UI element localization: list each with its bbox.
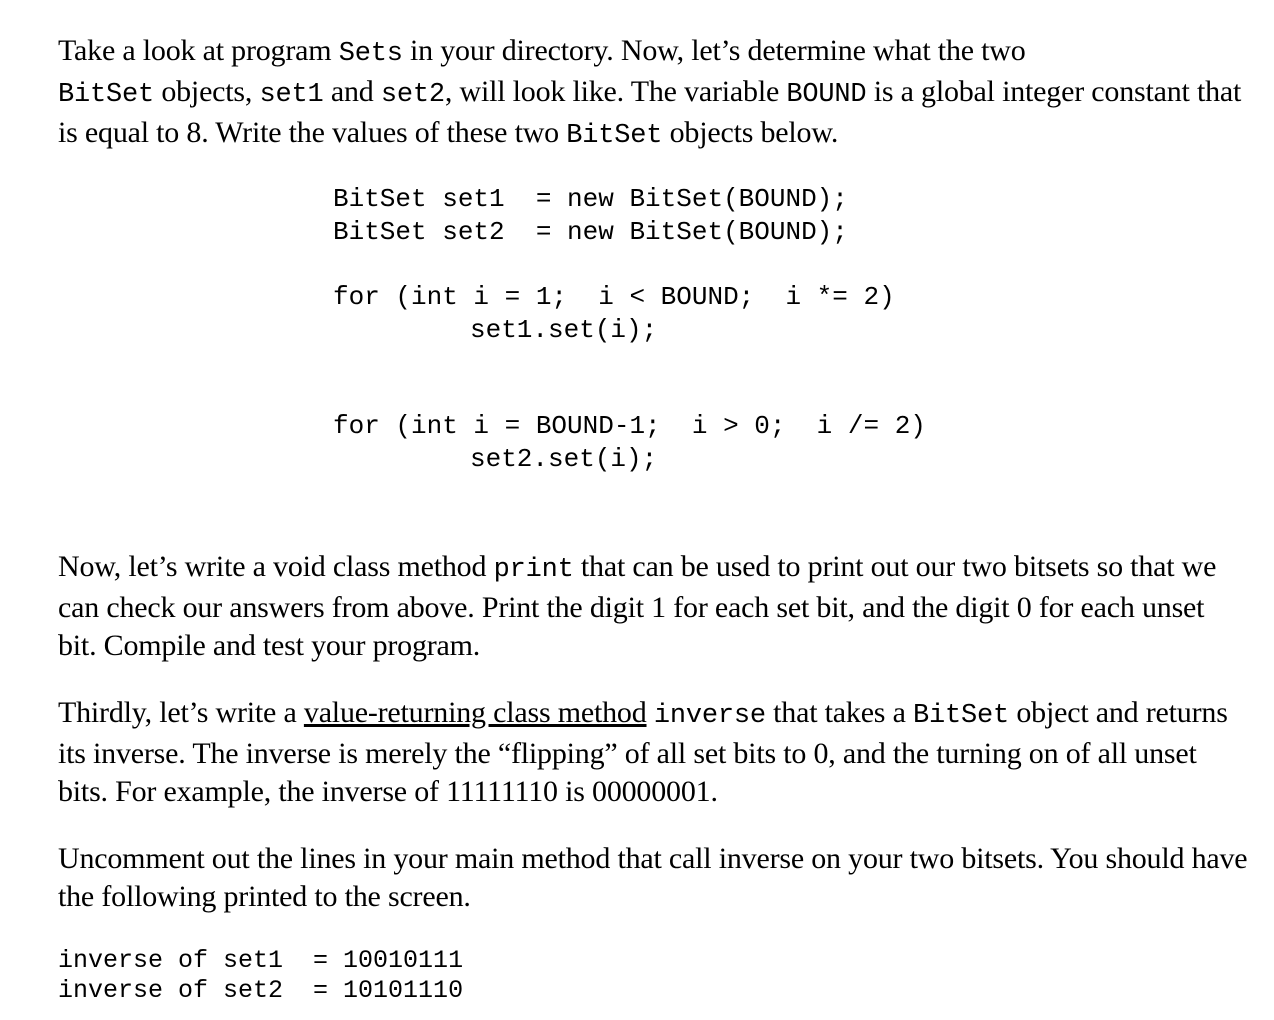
code-line: set1.set(i); xyxy=(470,315,658,345)
uncomment-text: Uncomment out the lines in your main method that call inverse on your two bitsets. You should have the following printed to the screen. xyxy=(58,842,1248,913)
intro-text: objects, xyxy=(154,75,260,108)
code-line: BitSet set1 = new BitSet(BOUND); xyxy=(333,184,848,214)
inverse-text: Thirdly, let’s write a xyxy=(58,696,304,729)
intro-text: and xyxy=(323,75,381,108)
print-text: that can be used to print out our two bitsets so that we can check our answers from above. Print the digit 1 for each set bit, and the digit 0 for each unset bit. Compile and test your program. xyxy=(58,550,1217,662)
intro-text: is a global integer constant that is equal to 8. Write the values of these two xyxy=(58,75,1242,149)
program-name-code: Sets xyxy=(338,39,403,69)
set2-code: set2 xyxy=(380,80,445,110)
bitset-code: BitSet xyxy=(566,121,663,151)
intro-text: objects below. xyxy=(662,116,839,149)
print-method-code: print xyxy=(493,555,574,585)
code-line: set2.set(i); xyxy=(470,444,658,474)
intro-paragraph xyxy=(58,32,1248,155)
bound-code: BOUND xyxy=(786,80,867,110)
set1-code: set1 xyxy=(259,80,324,110)
output-line: inverse of set1 = 10010111 xyxy=(58,946,464,975)
code-line: BitSet set2 = new BitSet(BOUND); xyxy=(333,217,848,247)
inverse-method-code: inverse xyxy=(653,701,766,731)
output-line: inverse of set2 = 10101110 xyxy=(58,976,464,1005)
bitset-code: BitSet xyxy=(913,701,1010,731)
intro-text: , will look like. The variable xyxy=(444,75,787,108)
intro-text: Take a look at program xyxy=(58,34,339,67)
bitset-code: BitSet xyxy=(58,80,155,110)
output-block xyxy=(58,946,463,1006)
intro-text: in your directory. Now, let’s determine what the two xyxy=(402,34,1026,67)
inverse-paragraph xyxy=(58,694,1248,811)
print-text: Now, let’s write a void class method xyxy=(58,550,494,583)
underlined-term: value-returning class method xyxy=(303,696,647,729)
inverse-text xyxy=(647,696,654,729)
inverse-text: that takes a xyxy=(765,696,914,729)
declaration-code-block xyxy=(333,183,848,249)
print-paragraph xyxy=(58,548,1248,665)
code-line: for (int i = 1; i < BOUND; i *= 2) xyxy=(333,282,895,312)
uncomment-paragraph xyxy=(58,840,1248,916)
code-line: for (int i = BOUND-1; i > 0; i /= 2) xyxy=(333,411,926,441)
loop1-code-block xyxy=(333,281,895,347)
loop2-code-block xyxy=(333,410,926,476)
inverse-text: object and returns its inverse. The inverse is merely the “flipping” of all set bits to 0, and the turning on of all unset bits. For example, the inverse of 11111110 is 00000001. xyxy=(58,696,1228,808)
